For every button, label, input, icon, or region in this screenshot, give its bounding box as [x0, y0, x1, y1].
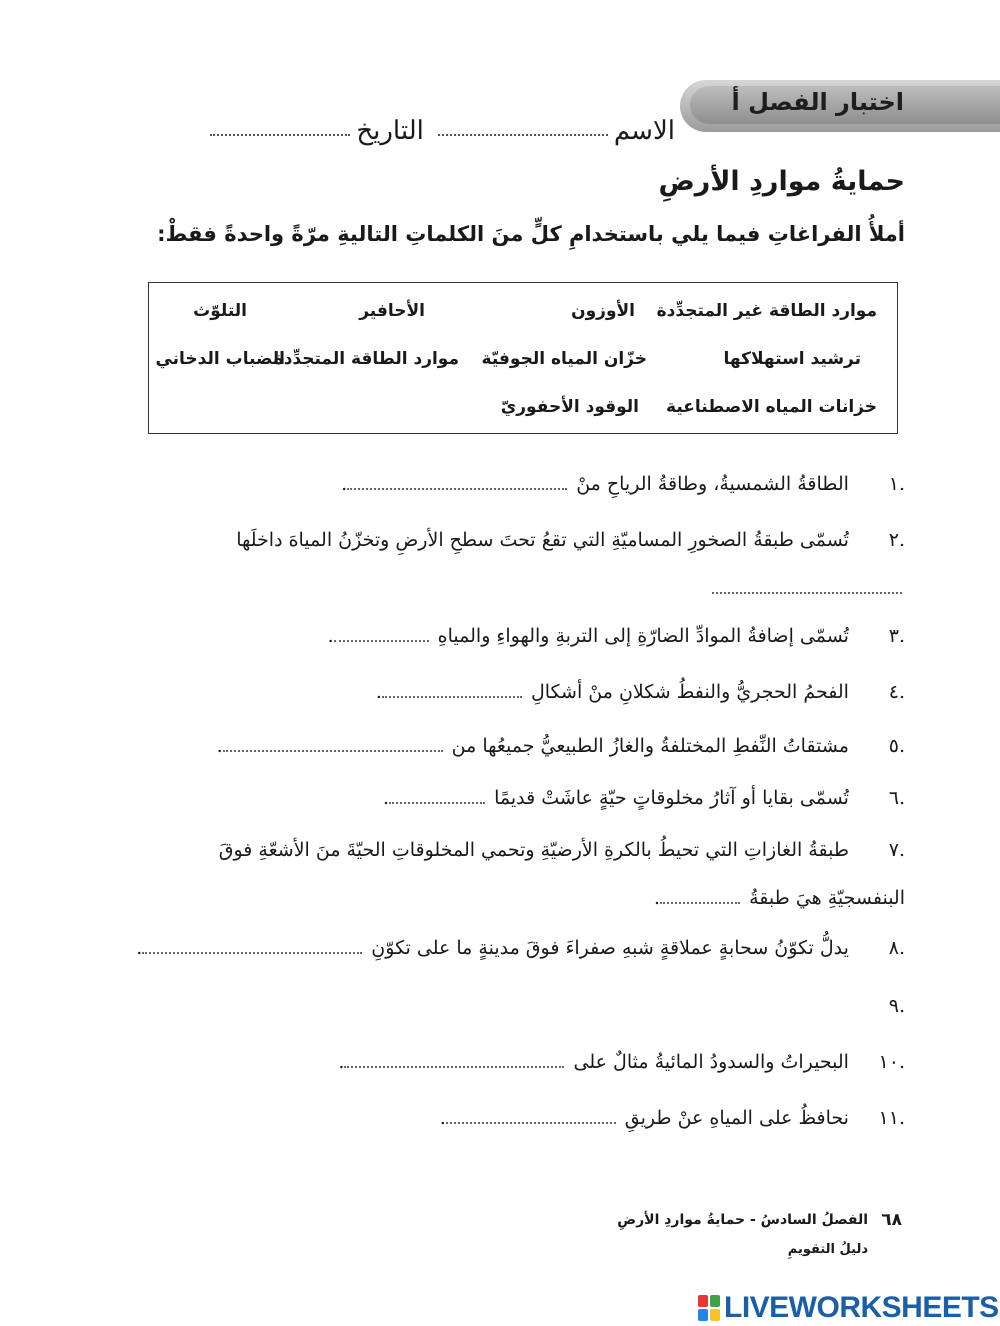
- word-bank-item: الوقود الأحفوريّ: [500, 397, 639, 417]
- question-10: [338, 1040, 905, 1084]
- liveworksheets-watermark: [698, 1290, 999, 1326]
- question-number: .١٠: [878, 1051, 905, 1073]
- chapter-test-title: اختبار الفصل أ: [731, 88, 904, 116]
- answer-blank[interactable]: [389, 794, 485, 804]
- question-number: .٨: [888, 937, 905, 959]
- answer-blank[interactable]: [446, 1114, 616, 1124]
- question-text: يدلُّ تكوّنُ سحابةٍ عملاقةٍ شبهِ صفراءَ فوقَ مدينةٍ ما على تكوّنِ: [371, 937, 849, 959]
- answer-blank[interactable]: [712, 584, 902, 594]
- question-end: .: [375, 681, 382, 703]
- question-11: [440, 1096, 905, 1140]
- answer-blank[interactable]: [142, 944, 362, 954]
- answer-blank[interactable]: [660, 894, 740, 904]
- question-4: [376, 670, 905, 714]
- question-3: [328, 614, 905, 658]
- answer-blank[interactable]: [347, 480, 567, 490]
- watermark-text: LIVEWORKSHEETS: [724, 1291, 999, 1324]
- question-end: .: [327, 625, 334, 647]
- question-end: .: [382, 787, 390, 809]
- question-text: الفحمُ الحجريُّ والنفطُ شكلانِ منْ أشكالِ: [530, 681, 849, 703]
- word-bank: [148, 282, 898, 434]
- word-bank-item: ترشيد استهلاكها: [723, 349, 861, 369]
- question-number: .١١: [878, 1107, 905, 1129]
- word-bank-item: التلوّث: [193, 301, 247, 321]
- question-9: [855, 984, 905, 1028]
- question-8: [136, 926, 905, 970]
- question-text: تُسمّى إضافةُ الموادِّ الضارّةِ إلى التربةِ والهواءِ والمياهِ: [437, 625, 849, 647]
- name-label: الاسم: [613, 116, 675, 146]
- question-text: طبقةُ الغازاتِ التي تحيطُ بالكرةِ الأرضيّةِ وتحمي المخلوقاتِ الحيّةَ منَ الأشعّةِ فوقَ البنفسجيّةِ هيَ طبقةُ: [218, 839, 905, 909]
- question-7: [145, 826, 905, 922]
- answer-blank[interactable]: [334, 632, 429, 642]
- question-number: .١: [888, 473, 905, 495]
- question-end: .: [216, 735, 223, 757]
- word-bank-item: الأحافير: [359, 301, 425, 321]
- word-bank-item: الضباب الدخاني: [155, 349, 285, 369]
- question-end: .: [136, 937, 143, 959]
- question-number: .٧: [888, 839, 905, 861]
- chapter-test-tab: [680, 80, 1000, 132]
- word-bank-item: موارد الطاقة غير المتجدِّدة: [656, 301, 877, 321]
- question-number: .٥: [888, 735, 905, 757]
- question-number: .٢: [888, 529, 905, 551]
- question-end: .: [338, 1051, 345, 1073]
- date-label: التاريخ: [356, 116, 424, 146]
- name-field[interactable]: [438, 124, 608, 136]
- question-text: تُسمّى بقايا أو آثارُ مخلوقاتٍ حيّةٍ عاشَتْ قديمًا: [494, 787, 849, 809]
- footer-guide: دليلُ التقويمِ: [787, 1242, 868, 1257]
- liveworksheets-logo-icon: [698, 1295, 720, 1321]
- question-number: .٣: [888, 625, 905, 647]
- question-text: تُسمّى طبقةُ الصخورِ المساميّةِ التي تقعُ تحتَ سطحِ الأرضِ وتخزّنُ المياهَ داخلَها: [236, 529, 849, 551]
- page-number: ٦٨: [881, 1210, 902, 1230]
- name-date-line: [135, 110, 675, 146]
- question-number: .٦: [888, 787, 905, 809]
- question-number: .٩: [888, 995, 905, 1017]
- footer-chapter: الفصلُ السادسُ - حمايةُ مواردِ الأرضِ: [617, 1212, 868, 1228]
- question-number: .٤: [888, 681, 905, 703]
- answer-blank[interactable]: [382, 688, 522, 698]
- answer-blank[interactable]: [344, 1058, 564, 1068]
- question-1: [341, 462, 905, 506]
- word-bank-item: خزّان المياه الجوفيّة: [481, 349, 647, 369]
- question-text: البحيراتُ والسدودُ المائيةُ مثالٌ على: [573, 1051, 849, 1073]
- question-text: نحافظُ على المياهِ عنْ طريقِ: [624, 1107, 849, 1129]
- question-end: .: [654, 887, 661, 909]
- instructions: أملأُ الفراغاتِ فيما يلي باستخدامِ كلٍّ منَ الكلماتِ التاليةِ مرّةً واحدةً فقطْ:: [157, 222, 905, 246]
- page-title: حمايةُ مواردِ الأرضِ: [658, 166, 905, 197]
- question-end: .: [341, 473, 348, 495]
- question-end: .: [439, 1107, 446, 1129]
- question-text: مشتقاتُ النِّفطِ المختلفةُ والغازُ الطبيعيُّ جميعُها من: [451, 735, 849, 757]
- answer-blank[interactable]: [223, 742, 443, 752]
- date-field[interactable]: [210, 124, 350, 136]
- question-text: الطاقةُ الشمسيةُ، وطاقةُ الرياحِ منْ: [576, 473, 849, 495]
- question-6: [383, 776, 905, 820]
- word-bank-item: الأوزون: [571, 301, 635, 321]
- word-bank-item: موارد الطاقة المتجدِّدة: [273, 349, 459, 369]
- question-2: [145, 516, 905, 612]
- word-bank-item: خزانات المياه الاصطناعية: [666, 397, 877, 417]
- question-5: [217, 724, 905, 768]
